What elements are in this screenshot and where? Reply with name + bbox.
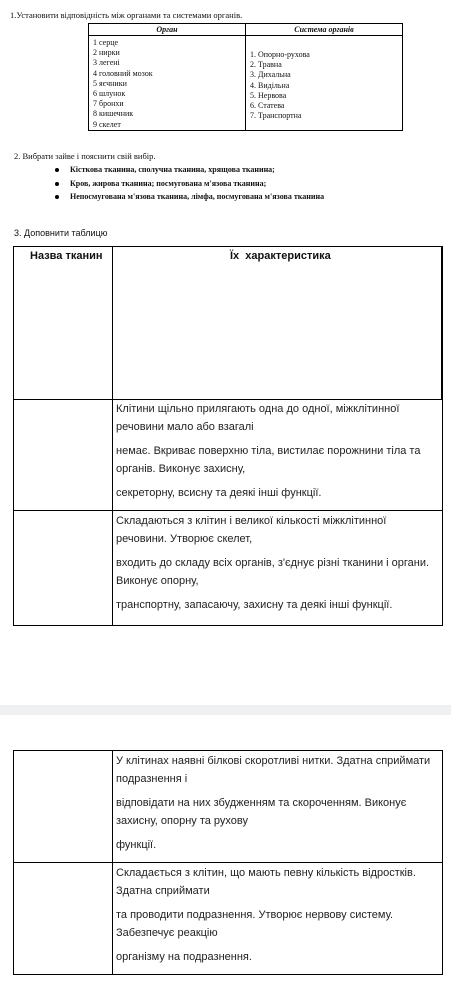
page-break	[0, 705, 451, 715]
system-list-cell	[246, 36, 403, 131]
option-item	[55, 163, 324, 177]
task2-options-list	[55, 163, 324, 204]
system-item: 1. Опорно-рухова	[250, 50, 310, 59]
description-line: У клітинах наявні білкові скоротливі нитки. Здатна сприймати подразнення і	[116, 755, 431, 785]
option-text: Кісткова тканина, сполучна тканина, хрящова тканина;	[70, 165, 275, 174]
option-item	[55, 177, 324, 191]
option-item	[55, 190, 324, 204]
organ-item: 7 бронхи	[93, 99, 124, 109]
organ-item: 1 серце	[93, 38, 119, 47]
bullet-icon	[55, 168, 59, 172]
organ-item: 8 кишечник	[93, 109, 134, 119]
organ-item: 5 яєчники	[93, 78, 127, 88]
system-item: 2. Травна	[250, 60, 282, 70]
row-muscle-description	[116, 752, 438, 860]
organ-system-table	[88, 23, 403, 131]
system-item: 6. Статева	[250, 101, 285, 111]
organ-column-header: Орган	[89, 24, 246, 36]
description-line: секреторну, всисну та деякі інші функції.	[116, 487, 322, 499]
row-nervous-description	[116, 864, 438, 972]
bullet-icon	[55, 182, 59, 186]
row-divider	[13, 510, 443, 511]
row-epithelial-description	[116, 400, 438, 508]
system-item: 3. Дихальна	[250, 70, 291, 80]
description-line: Клітини щільно прилягають одна до одної, міжклітинної речовини мало або взагалі	[116, 403, 400, 433]
system-item: 4. Видільна	[250, 80, 290, 90]
description-line: немає. Вкриває поверхню тіла, вистилає порожнини тіла та органів. Виконує захисну,	[116, 445, 421, 475]
organ-item: 6 шлунок	[93, 89, 126, 99]
task2-title: 2. Вибрати зайве і пояснити свій вибір.	[14, 151, 156, 161]
option-text: Непосмугована м'язова тканина, лімфа, посмугована м'язова тканина	[70, 192, 325, 201]
characteristic-header: Їх характеристика	[230, 250, 331, 262]
description-line: Складаються з клітин і великої кількості міжклітинної речовини. Утворює скелет,	[116, 515, 387, 545]
description-line: відповідати на них збудженням та скороченням. Виконує захисну, опорну та рухову	[116, 797, 407, 827]
column-divider	[441, 246, 443, 400]
organ-list-cell	[89, 36, 246, 131]
organ-item: 3 легені	[93, 58, 120, 68]
system-item: 7. Транспортна	[250, 111, 302, 121]
organ-item: 2 нирки	[93, 48, 120, 58]
system-column-header: Система органів	[246, 24, 403, 36]
description-line: Складається з клітин, що мають певну кількість відростків. Здатна сприймати	[116, 867, 416, 897]
bullet-icon	[55, 195, 59, 199]
task1-title: 1.Установити відповідність між органами та системами органів.	[10, 10, 243, 20]
tissue-name-header: Назва тканин	[30, 250, 103, 262]
description-line: входить до складу всіх органів, з'єднує різні тканини і органи. Виконує опорну,	[116, 557, 430, 587]
description-line: та проводити подразнення. Утворює нервову систему. Забезпечує реакцію	[116, 909, 394, 939]
description-line: організму на подразнення.	[116, 951, 252, 963]
organ-item: 9 скелет	[93, 119, 121, 129]
option-text: Кров, жирова тканина; посмугована м'язова тканина;	[70, 178, 267, 188]
row-divider	[13, 862, 443, 863]
description-line: функції.	[116, 839, 157, 851]
row-connective-description	[116, 512, 438, 620]
description-line: транспортну, запасаючу, захисну та деякі інші функції.	[116, 599, 393, 611]
organ-item: 4 головний мозок	[93, 68, 153, 78]
system-item: 5. Нервова	[250, 90, 287, 100]
column-divider	[112, 246, 113, 626]
task3-title: 3. Доповнити таблицю	[14, 228, 108, 238]
